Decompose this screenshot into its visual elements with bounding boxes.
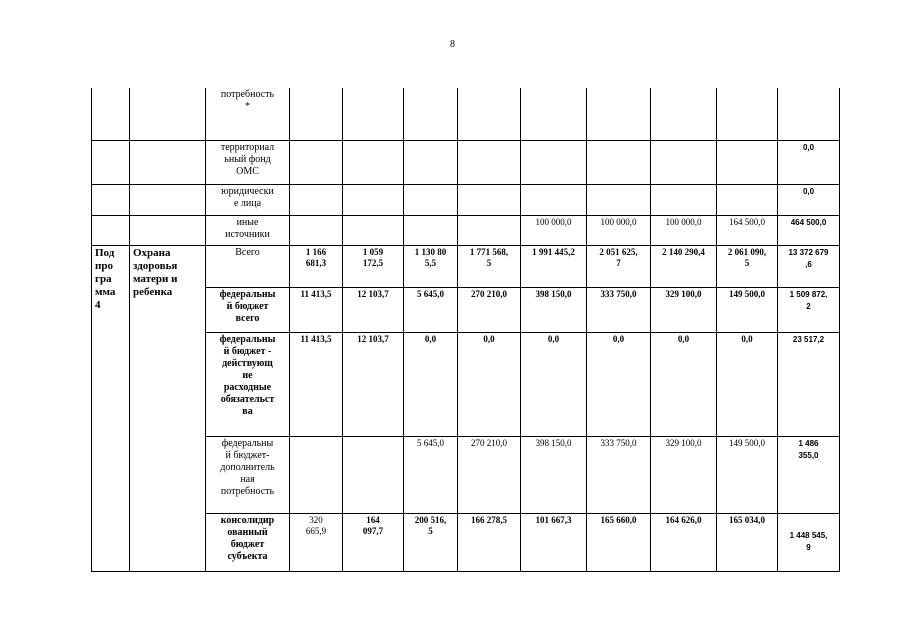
value-cell — [458, 215, 521, 245]
value-cell — [290, 88, 343, 140]
value-cell — [587, 88, 651, 140]
source-cell: консолидир ованный бюджет субъекта — [206, 513, 290, 571]
value-cell: 398 150,0 — [521, 287, 587, 332]
value-cell — [343, 215, 404, 245]
value-cell: 0,0 — [587, 332, 651, 436]
value-cell: 0,0 — [521, 332, 587, 436]
empty-cell — [92, 215, 130, 245]
value-cell — [458, 184, 521, 215]
program-name-cell: Охрана здоровья матери и ребенка — [130, 245, 206, 571]
value-cell: 329 100,0 — [651, 287, 717, 332]
value-cell — [521, 88, 587, 140]
value-cell: 0,0 — [717, 332, 778, 436]
value-cell: 11 413,5 — [290, 332, 343, 436]
value-cell: 270 210,0 — [458, 287, 521, 332]
value-cell: 1 991 445,2 — [521, 245, 587, 287]
value-cell: 11 413,5 — [290, 287, 343, 332]
value-cell: 101 667,3 — [521, 513, 587, 571]
value-cell: 149 500,0 — [717, 287, 778, 332]
value-cell — [343, 140, 404, 184]
value-cell: 398 150,0 — [521, 436, 587, 513]
value-cell — [458, 88, 521, 140]
source-cell: Всего — [206, 245, 290, 287]
source-cell: федеральны й бюджет всего — [206, 287, 290, 332]
value-cell: 164 626,0 — [651, 513, 717, 571]
value-cell — [290, 184, 343, 215]
table-row — [92, 245, 840, 287]
total-cell: 1 486 355,0 — [778, 436, 840, 513]
value-cell — [651, 184, 717, 215]
value-cell: 270 210,0 — [458, 436, 521, 513]
value-cell — [587, 184, 651, 215]
empty-cell — [92, 184, 130, 215]
value-cell — [521, 184, 587, 215]
total-cell: 0,0 — [778, 140, 840, 184]
value-cell: 2 051 625, 7 — [587, 245, 651, 287]
value-cell: 5 645,0 — [404, 287, 458, 332]
page-number: 8 — [450, 39, 455, 50]
value-cell: 2 061 090, 5 — [717, 245, 778, 287]
source-cell: федеральны й бюджет - действующ ие расходные обязательст ва — [206, 332, 290, 436]
value-cell — [343, 436, 404, 513]
empty-cell — [130, 184, 206, 215]
value-cell: 320 665,9 — [290, 513, 343, 571]
value-cell: 0,0 — [651, 332, 717, 436]
value-cell: 164 500,0 — [717, 215, 778, 245]
value-cell — [404, 215, 458, 245]
value-cell — [343, 88, 404, 140]
value-cell — [717, 184, 778, 215]
value-cell: 333 750,0 — [587, 287, 651, 332]
value-cell: 0,0 — [404, 332, 458, 436]
value-cell: 0,0 — [458, 332, 521, 436]
value-cell: 329 100,0 — [651, 436, 717, 513]
value-cell: 100 000,0 — [521, 215, 587, 245]
value-cell: 5 645,0 — [404, 436, 458, 513]
value-cell — [404, 140, 458, 184]
table-row — [92, 88, 840, 140]
value-cell — [521, 140, 587, 184]
value-cell — [651, 140, 717, 184]
value-cell — [458, 140, 521, 184]
value-cell: 100 000,0 — [651, 215, 717, 245]
source-cell: территориал ьный фонд ОМС — [206, 140, 290, 184]
empty-cell — [130, 88, 206, 140]
value-cell: 1 166 681,3 — [290, 245, 343, 287]
source-cell: федеральны й бюджет- дополнитель ная потребность — [206, 436, 290, 513]
empty-cell — [92, 140, 130, 184]
source-cell: иные источники — [206, 215, 290, 245]
value-cell: 1 130 80 5,5 — [404, 245, 458, 287]
total-cell: 1 448 545, 9 — [778, 513, 840, 571]
source-cell: юридически е лица — [206, 184, 290, 215]
value-cell: 1 059 172,5 — [343, 245, 404, 287]
value-cell: 149 500,0 — [717, 436, 778, 513]
empty-cell — [130, 215, 206, 245]
value-cell: 164 097,7 — [343, 513, 404, 571]
total-cell: 1 509 872, 2 — [778, 287, 840, 332]
value-cell — [290, 215, 343, 245]
value-cell: 166 278,5 — [458, 513, 521, 571]
value-cell: 165 660,0 — [587, 513, 651, 571]
program-code-cell: Под про гра мма 4 — [92, 245, 130, 571]
value-cell: 1 771 568, 5 — [458, 245, 521, 287]
total-cell: 464 500,0 — [778, 215, 840, 245]
value-cell: 100 000,0 — [587, 215, 651, 245]
total-cell — [778, 88, 840, 140]
value-cell — [343, 184, 404, 215]
empty-cell — [130, 140, 206, 184]
value-cell — [717, 140, 778, 184]
source-cell: потребность * — [206, 88, 290, 140]
value-cell: 200 516, 5 — [404, 513, 458, 571]
value-cell: 12 103,7 — [343, 332, 404, 436]
empty-cell — [92, 88, 130, 140]
total-cell: 0,0 — [778, 184, 840, 215]
value-cell — [587, 140, 651, 184]
value-cell — [651, 88, 717, 140]
value-cell — [290, 436, 343, 513]
value-cell — [404, 88, 458, 140]
value-cell: 12 103,7 — [343, 287, 404, 332]
value-cell — [404, 184, 458, 215]
value-cell: 165 034,0 — [717, 513, 778, 571]
value-cell: 2 140 290,4 — [651, 245, 717, 287]
table-row — [92, 140, 840, 184]
total-cell: 13 372 679 ,6 — [778, 245, 840, 287]
value-cell — [717, 88, 778, 140]
budget-table — [91, 88, 840, 572]
value-cell: 333 750,0 — [587, 436, 651, 513]
total-cell: 23 517,2 — [778, 332, 840, 436]
table-row — [92, 215, 840, 245]
value-cell — [290, 140, 343, 184]
table-row — [92, 184, 840, 215]
